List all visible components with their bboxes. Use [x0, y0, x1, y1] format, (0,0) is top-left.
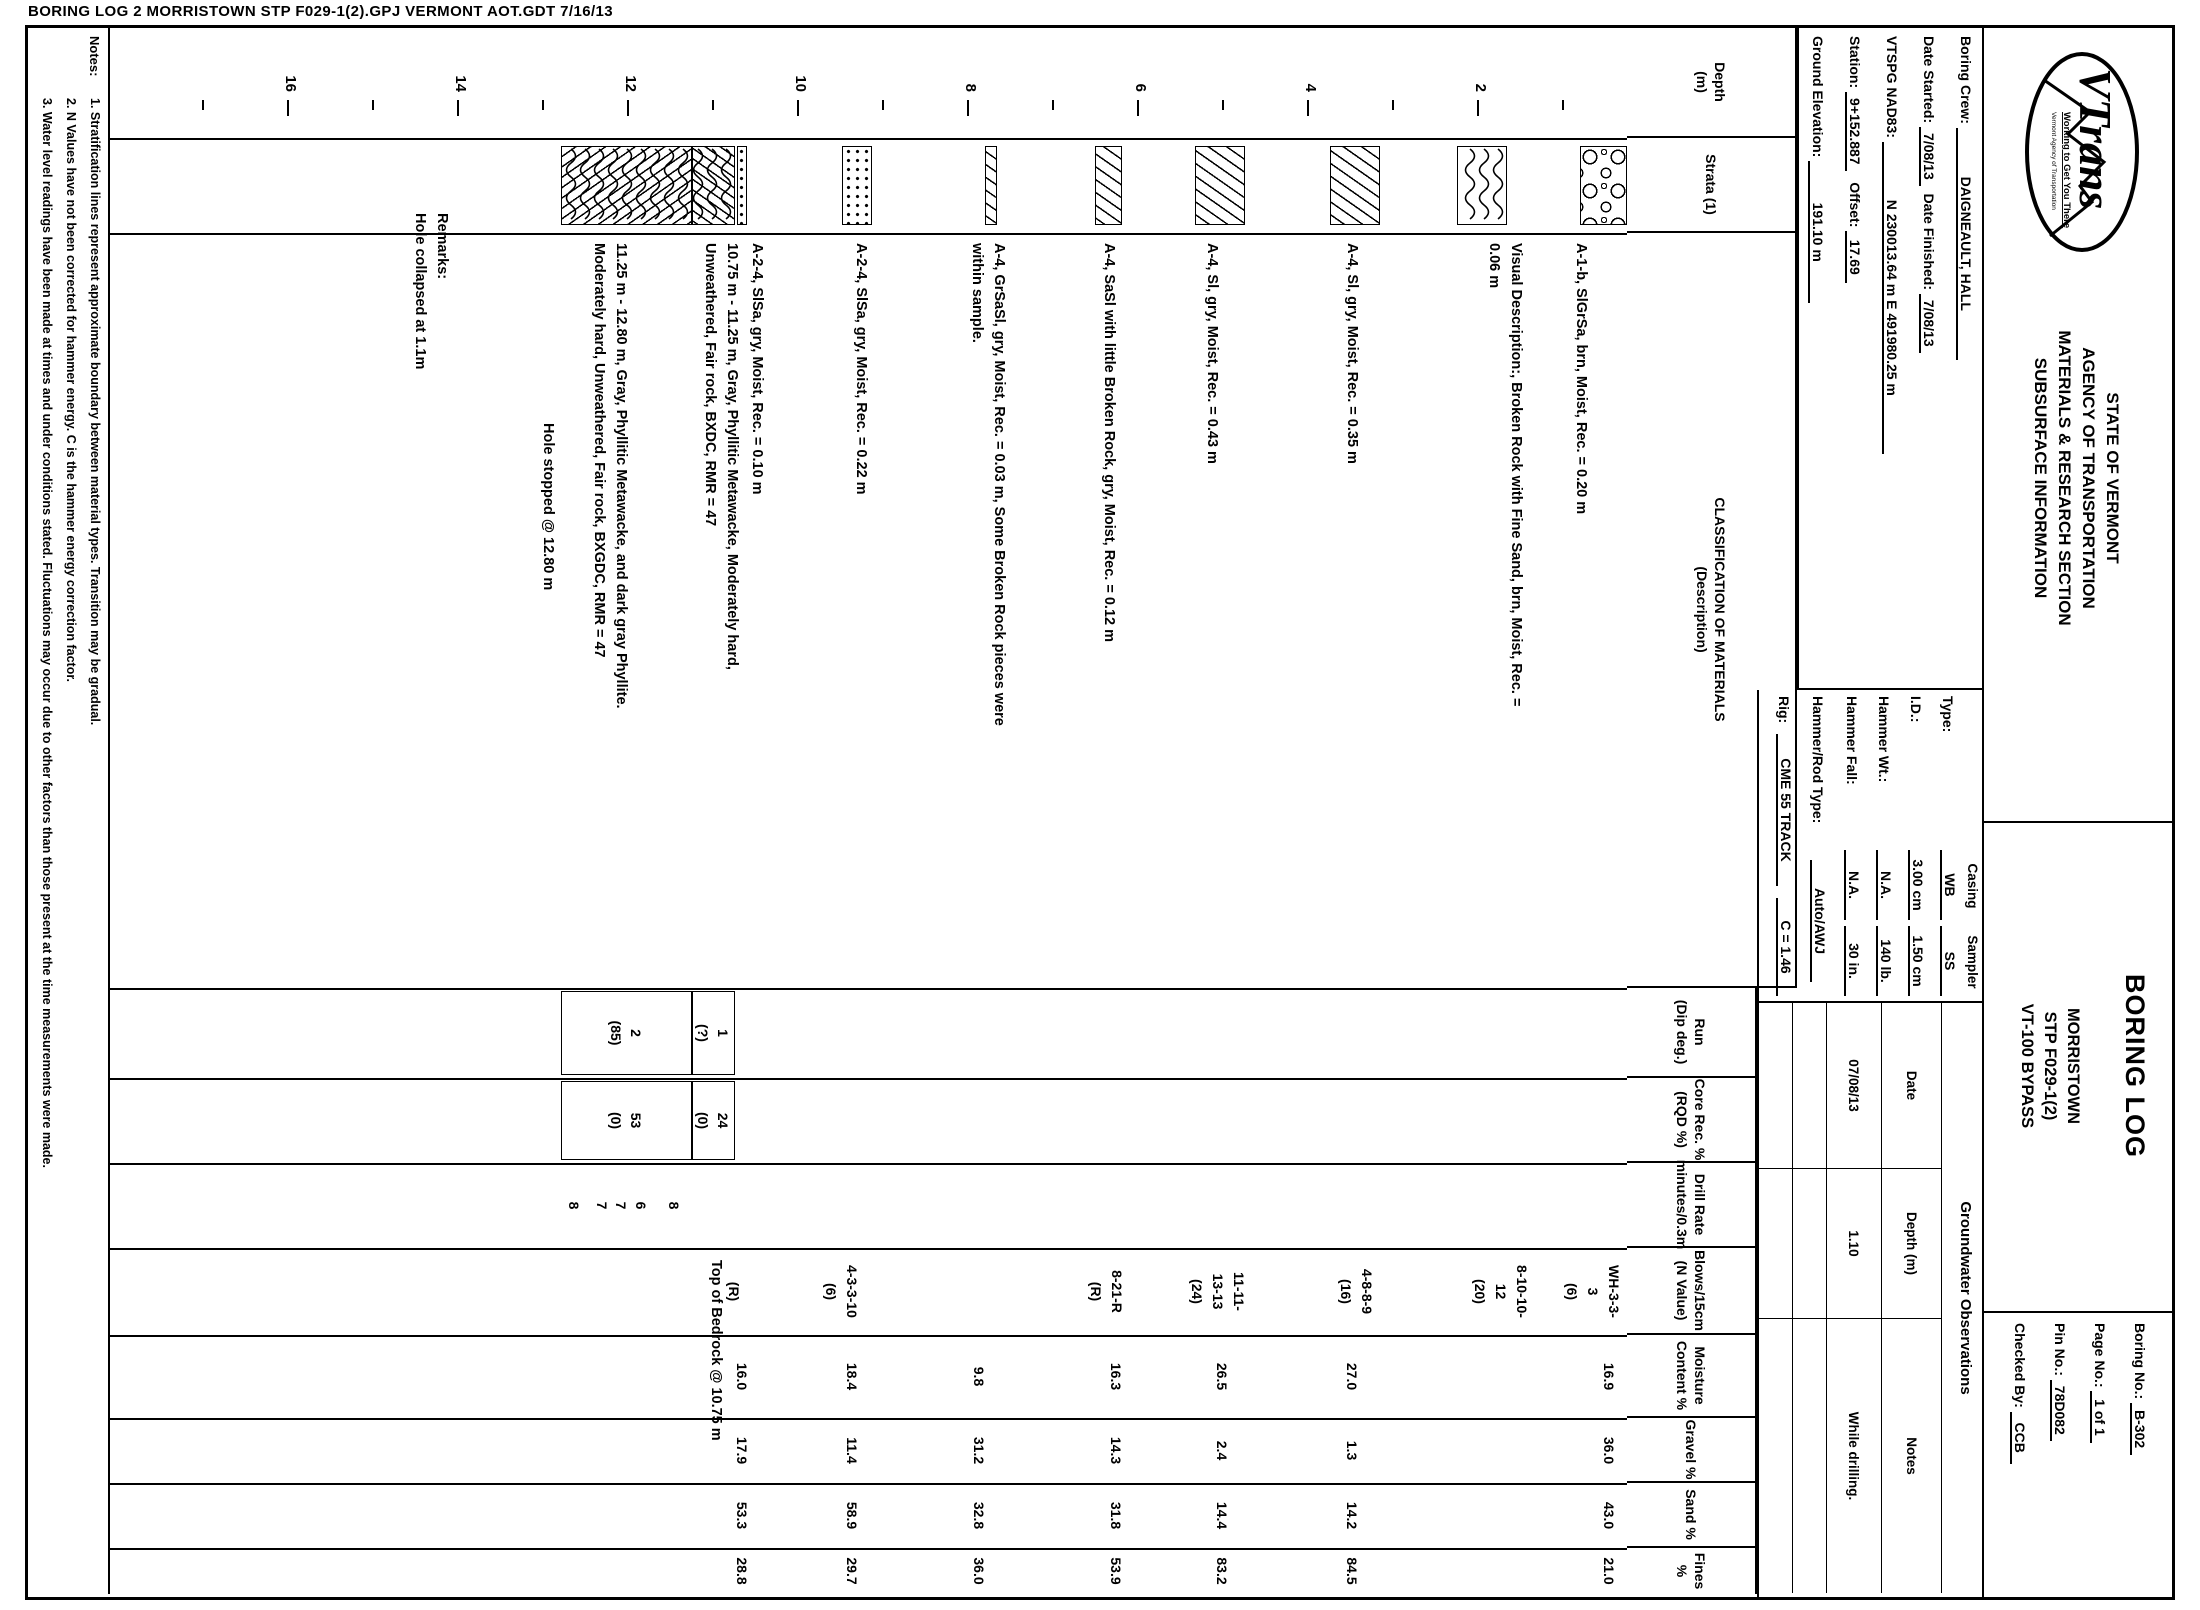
casing-hammer-fall: N.A. — [1844, 850, 1862, 920]
grid-line — [110, 988, 1627, 990]
strata-dots — [842, 146, 872, 225]
page-no-label: Page No.: — [2092, 1323, 2108, 1388]
gw-depth-value: 1.10 — [1827, 1168, 1882, 1318]
classification-text: A-4, Sl, gry, Moist, Rec. = 0.35 m — [1344, 243, 1360, 464]
casing-id: 3.00 cm — [1908, 850, 1926, 920]
log-annotation: Top of Bedrock @ 10.75 m — [708, 1260, 724, 1441]
col-header-core-rec: Core Rec. % (RQD %) — [1627, 1078, 1757, 1163]
depth-tick — [372, 100, 374, 110]
depth-tick — [542, 100, 544, 110]
depth-tick — [712, 100, 714, 110]
gravel-value: 1.3 — [1344, 1440, 1360, 1461]
col-header-moisture: Moisture Content % — [1627, 1335, 1757, 1418]
classification-text: Unweathered, Fair rock, BXDC, RMR = 47 — [702, 243, 718, 527]
blows-value: (R) — [726, 1281, 742, 1302]
blows-value: 8-10-10- 12 (20) — [1472, 1265, 1530, 1318]
col-header-depth: Depth (m) — [1627, 28, 1797, 138]
agency-line: MATERIALS & RESEARCH SECTION — [2055, 330, 2074, 626]
type-label: Type: — [1940, 696, 1956, 733]
logo-subline: Vermont Agency of Transportation — [2050, 112, 2057, 210]
run-cell: 1 (?) — [692, 991, 735, 1075]
hammer-rod-value: Auto/AWJ — [1810, 860, 1828, 982]
log-annotation: Hole stopped @ 12.80 m — [540, 423, 556, 591]
drill-rate-value: 7 — [613, 1201, 629, 1210]
date-finished-value: 7/08/13 — [1919, 294, 1937, 353]
project-number: STP F029-1(2) — [2041, 1011, 2059, 1121]
grid-line — [110, 233, 1627, 235]
gravel-value: 2.4 — [1214, 1440, 1230, 1461]
grid-line — [110, 1548, 1627, 1550]
col-header-sand: Sand % — [1627, 1483, 1757, 1548]
depth-tick — [1222, 100, 1224, 110]
hammer-rod-label: Hammer/Rod Type: — [1810, 696, 1826, 824]
classification-text: 11.25 m - 12.80 m, Gray, Phyllitic Metawacke, and dark gray Phyllite. — [613, 243, 629, 709]
classification-text: A-4, GrSaSl, gry, Moist, Rec. = 0.03 m, Some Broken Rock pieces were — [991, 243, 1007, 726]
col-header-gravel: Gravel % — [1627, 1418, 1757, 1483]
blows-value: 8-21-R (R) — [1088, 1270, 1125, 1313]
run-cell: 2 (85) — [561, 991, 692, 1075]
classification-text: A-2-4, SlSa, gry, Moist, Rec. = 0.10 m — [749, 243, 765, 495]
vtspg-value: N 230013.64 m E 491980.25 m — [1882, 142, 1900, 454]
gravel-value: 14.3 — [1108, 1436, 1124, 1465]
hammer-fall-label: Hammer Fall: — [1844, 696, 1860, 785]
sampler-col-header: Sampler — [1965, 935, 1980, 989]
sampler-id: 1.50 cm — [1908, 926, 1926, 996]
depth-tick — [882, 100, 884, 110]
depth-label: 12 — [622, 75, 639, 92]
col-header-blows: Blows/15cm (N Value) — [1627, 1248, 1757, 1335]
depth-tick — [1562, 100, 1564, 110]
depth-tick — [457, 100, 459, 116]
classification-text: A-1-b, SlGrSa, brn, Moist, Rec. = 0.20 m — [1573, 243, 1589, 515]
hammer-correction-value: C = 1.46 — [1776, 898, 1794, 996]
core-rec-cell: 53 (0) — [561, 1081, 692, 1160]
gw-row-empty — [1759, 1003, 1793, 1168]
blows-value: 4-3-3-10 (6) — [823, 1265, 860, 1318]
svg-text:VTrans: VTrans — [2070, 68, 2121, 210]
col-header-classification: CLASSIFICATION OF MATERIALS (Description) — [1627, 233, 1797, 988]
gw-row-empty — [1793, 1168, 1827, 1318]
title-box — [1982, 823, 2172, 1313]
gravel-value: 36.0 — [1601, 1436, 1617, 1465]
casing-col-header: Casing — [1965, 863, 1980, 909]
sampler-hammer-wt: 140 lb. — [1876, 926, 1894, 996]
station-label: Station: — [1847, 36, 1863, 89]
rig-value: CME 55 TRACK — [1776, 734, 1794, 886]
classification-text: Moderately hard, Unweathered, Fair rock, BXGDC, RMR = 47 — [591, 243, 607, 658]
vtspg-label: VTSPG NAD83: — [1884, 36, 1900, 138]
depth-label: 10 — [792, 75, 809, 92]
gw-depth-header: Depth (m) — [1882, 1168, 1942, 1318]
blows-value: 11-11- 13-13 (24) — [1189, 1272, 1247, 1311]
agency-line: AGENCY OF TRANSPORTATION — [2079, 347, 2098, 609]
sand-value: 43.0 — [1601, 1501, 1617, 1530]
fines-value: 83.2 — [1214, 1557, 1230, 1585]
moisture-value: 16.0 — [734, 1362, 750, 1391]
moisture-value: 9.8 — [971, 1366, 987, 1387]
ground-elevation-value: 191.10 m — [1808, 161, 1826, 303]
form-border — [25, 25, 2175, 1600]
fines-value: 21.0 — [1601, 1557, 1617, 1585]
depth-tick — [1392, 100, 1394, 110]
casing-hammer-wt: N.A. — [1876, 850, 1894, 920]
gw-row-empty — [1759, 1168, 1793, 1318]
depth-tick — [1307, 100, 1309, 116]
depth-tick — [1137, 100, 1139, 116]
drill-rate-value: 6 — [633, 1201, 649, 1210]
grid-line — [110, 1163, 1627, 1165]
fines-value: 53.9 — [1108, 1557, 1124, 1585]
gravel-value: 11.4 — [844, 1437, 860, 1464]
depth-tick — [627, 100, 629, 116]
depth-tick — [287, 100, 289, 116]
drill-rate-value: 8 — [666, 1201, 682, 1210]
gravel-value: 17.9 — [734, 1436, 750, 1465]
depth-label: 4 — [1302, 83, 1319, 92]
blows-value: 4-8-8-9 (16) — [1338, 1268, 1375, 1315]
sand-value: 58.9 — [844, 1501, 860, 1530]
strata-hatch — [1330, 146, 1380, 225]
boring-log-page — [25, 25, 2175, 1600]
depth-label: 16 — [282, 75, 299, 92]
gw-notes-value: While drilling. — [1827, 1318, 1882, 1593]
depth-label: 8 — [962, 83, 979, 92]
boring-crew-value: DAIGNEAULT, HALL — [1956, 128, 1974, 360]
ids-box — [1982, 1313, 2172, 1597]
depth-tick — [967, 100, 969, 116]
boring-no-label: Boring No.: — [2132, 1323, 2148, 1400]
offset-value: 17.69 — [1845, 231, 1863, 283]
depth-tick — [202, 100, 204, 110]
checked-by-value: CCB — [2010, 1412, 2028, 1464]
file-banner: BORING LOG 2 MORRISTOWN STP F029-1(2).GPJ VERMONT AOT.GDT 7/16/13 — [28, 3, 613, 20]
grid-line — [110, 1078, 1627, 1080]
crew-info-box — [1797, 28, 1982, 690]
grid-line — [110, 138, 1627, 140]
drill-rate-value: 8 — [566, 1201, 582, 1210]
groundwater-title: Groundwater Observations — [1957, 1201, 1974, 1395]
strata-hatch — [1195, 146, 1245, 225]
date-started-value: 7/08/13 — [1919, 127, 1937, 186]
moisture-value: 18.4 — [844, 1362, 860, 1391]
col-header-fines: Fines % — [1627, 1548, 1757, 1594]
hammer-wt-label: Hammer Wt.: — [1876, 696, 1892, 783]
page-no-value: 1 of 1 — [2090, 1391, 2108, 1443]
rig-label: Rig: — [1776, 696, 1792, 724]
gw-row-empty — [1793, 1318, 1827, 1593]
fines-value: 36.0 — [971, 1557, 987, 1585]
classification-text: 0.06 m — [1486, 243, 1502, 289]
depth-label: 6 — [1132, 83, 1149, 92]
col-header-strata: Strata (1) — [1627, 138, 1797, 233]
moisture-value: 26.5 — [1214, 1362, 1230, 1391]
logo-tagline: Working to Get You There — [2061, 112, 2072, 229]
sampler-hammer-fall: 30 in. — [1844, 926, 1862, 996]
gw-notes-header: Notes — [1882, 1318, 1942, 1593]
strata-hatch — [985, 146, 997, 225]
form-title: BORING LOG — [2120, 974, 2150, 1158]
note-1: 1. Stratification lines represent approximate boundary between material types. Transition may be gradual. — [88, 98, 102, 726]
boring-crew-label: Boring Crew: — [1958, 36, 1974, 124]
strata-hatch — [1095, 146, 1122, 225]
sand-value: 14.2 — [1344, 1501, 1360, 1530]
fines-value: 29.7 — [844, 1557, 860, 1585]
depth-label: 2 — [1472, 83, 1489, 92]
grid-line — [110, 1248, 1627, 1250]
vtrans-logo — [2022, 50, 2142, 255]
log-area — [110, 28, 1627, 1594]
agency-header-box — [1982, 28, 2172, 823]
groundwater-box — [1757, 1003, 1982, 1597]
pin-no-label: Pin No.: — [2052, 1323, 2068, 1376]
remarks-text: Hole collapsed at 1.1m — [412, 213, 428, 370]
sampler-type: SS — [1940, 926, 1958, 996]
strata-wavy — [1457, 146, 1507, 225]
note-2: 2. N Values have not been corrected for hammer energy. C is the hammer energy correction factor. — [64, 98, 78, 682]
remarks-text: Remarks: — [434, 213, 450, 280]
sand-value: 32.8 — [971, 1501, 987, 1530]
depth-tick — [1477, 100, 1479, 116]
project-road: VT-100 BYPASS — [2018, 1003, 2036, 1129]
project-town: MORRISTOWN — [2064, 1007, 2082, 1125]
classification-text: A-4, SaSl with little Broken Rock, gry, Moist, Rec. = 0.12 m — [1101, 243, 1117, 642]
grid-line — [110, 1335, 1627, 1337]
agency-line: SUBSURFACE INFORMATION — [2031, 357, 2050, 599]
moisture-value: 16.3 — [1108, 1362, 1124, 1391]
strata-rock — [692, 146, 735, 225]
depth-label: 14 — [452, 75, 469, 92]
col-header-drill-rate: Drill Rate minutes/0.3m — [1627, 1163, 1757, 1248]
ground-elevation-label: Ground Elevation: — [1810, 36, 1826, 158]
note-3: 3. Water level readings have been made at times and under conditions stated. Fluctuations may occur due to other factors than those present at the time measurements were made. — [40, 98, 54, 1168]
classification-text: 10.75 m - 11.25 m, Gray, Phyllitic Metawacke, Moderately hard, — [724, 243, 740, 670]
drill-rate-value: 7 — [594, 1201, 610, 1210]
strata-rock2 — [561, 146, 692, 225]
notes-label: Notes: — [87, 36, 102, 77]
grid-line — [110, 1418, 1627, 1420]
moisture-value: 16.9 — [1601, 1362, 1617, 1391]
depth-tick — [797, 100, 799, 116]
classification-text: A-2-4, SlSa, gry, Moist, Rec. = 0.22 m — [853, 243, 869, 495]
fines-value: 84.5 — [1344, 1557, 1360, 1585]
classification-text: A-4, Sl, gry, Moist, Rec. = 0.43 m — [1204, 243, 1220, 464]
gravel-value: 31.2 — [971, 1436, 987, 1465]
checked-by-label: Checked By: — [2012, 1323, 2028, 1408]
fines-value: 28.8 — [734, 1557, 750, 1585]
sand-value: 53.3 — [734, 1501, 750, 1530]
grid-line — [110, 1483, 1627, 1485]
strata-dots — [737, 146, 747, 225]
offset-label: Offset: — [1847, 182, 1863, 228]
depth-tick — [1052, 100, 1054, 110]
blows-value: WH-3-3- 3 (6) — [1564, 1265, 1622, 1318]
footnotes — [28, 28, 110, 1594]
gw-date-header: Date — [1882, 1003, 1942, 1168]
classification-text: within sample. — [969, 243, 985, 343]
gw-date-value: 07/08/13 — [1827, 1003, 1882, 1168]
date-started-label: Date Started: — [1921, 36, 1937, 124]
sand-value: 31.8 — [1108, 1501, 1124, 1530]
station-value: 9+152.887 — [1845, 92, 1863, 171]
sand-value: 14.4 — [1214, 1501, 1230, 1530]
moisture-value: 27.0 — [1344, 1362, 1360, 1391]
pin-no-value: 78D082 — [2050, 1380, 2068, 1441]
casing-type: WB — [1940, 850, 1958, 920]
col-header-run: Run (Dip deg.) — [1627, 988, 1757, 1078]
agency-line: STATE OF VERMONT — [2103, 392, 2122, 564]
gw-row-empty — [1793, 1003, 1827, 1168]
core-rec-cell: 24 (0) — [692, 1081, 735, 1160]
strata-gravel — [1580, 146, 1627, 225]
id-label: I.D.: — [1908, 696, 1924, 723]
date-finished-label: Date Finished: — [1921, 193, 1937, 290]
boring-no-value: B-302 — [2130, 1403, 2148, 1455]
classification-text: Visual Description:, Broken Rock with Fine Sand, brn, Moist, Rec. = — [1508, 243, 1524, 707]
gw-row-empty — [1759, 1318, 1793, 1593]
